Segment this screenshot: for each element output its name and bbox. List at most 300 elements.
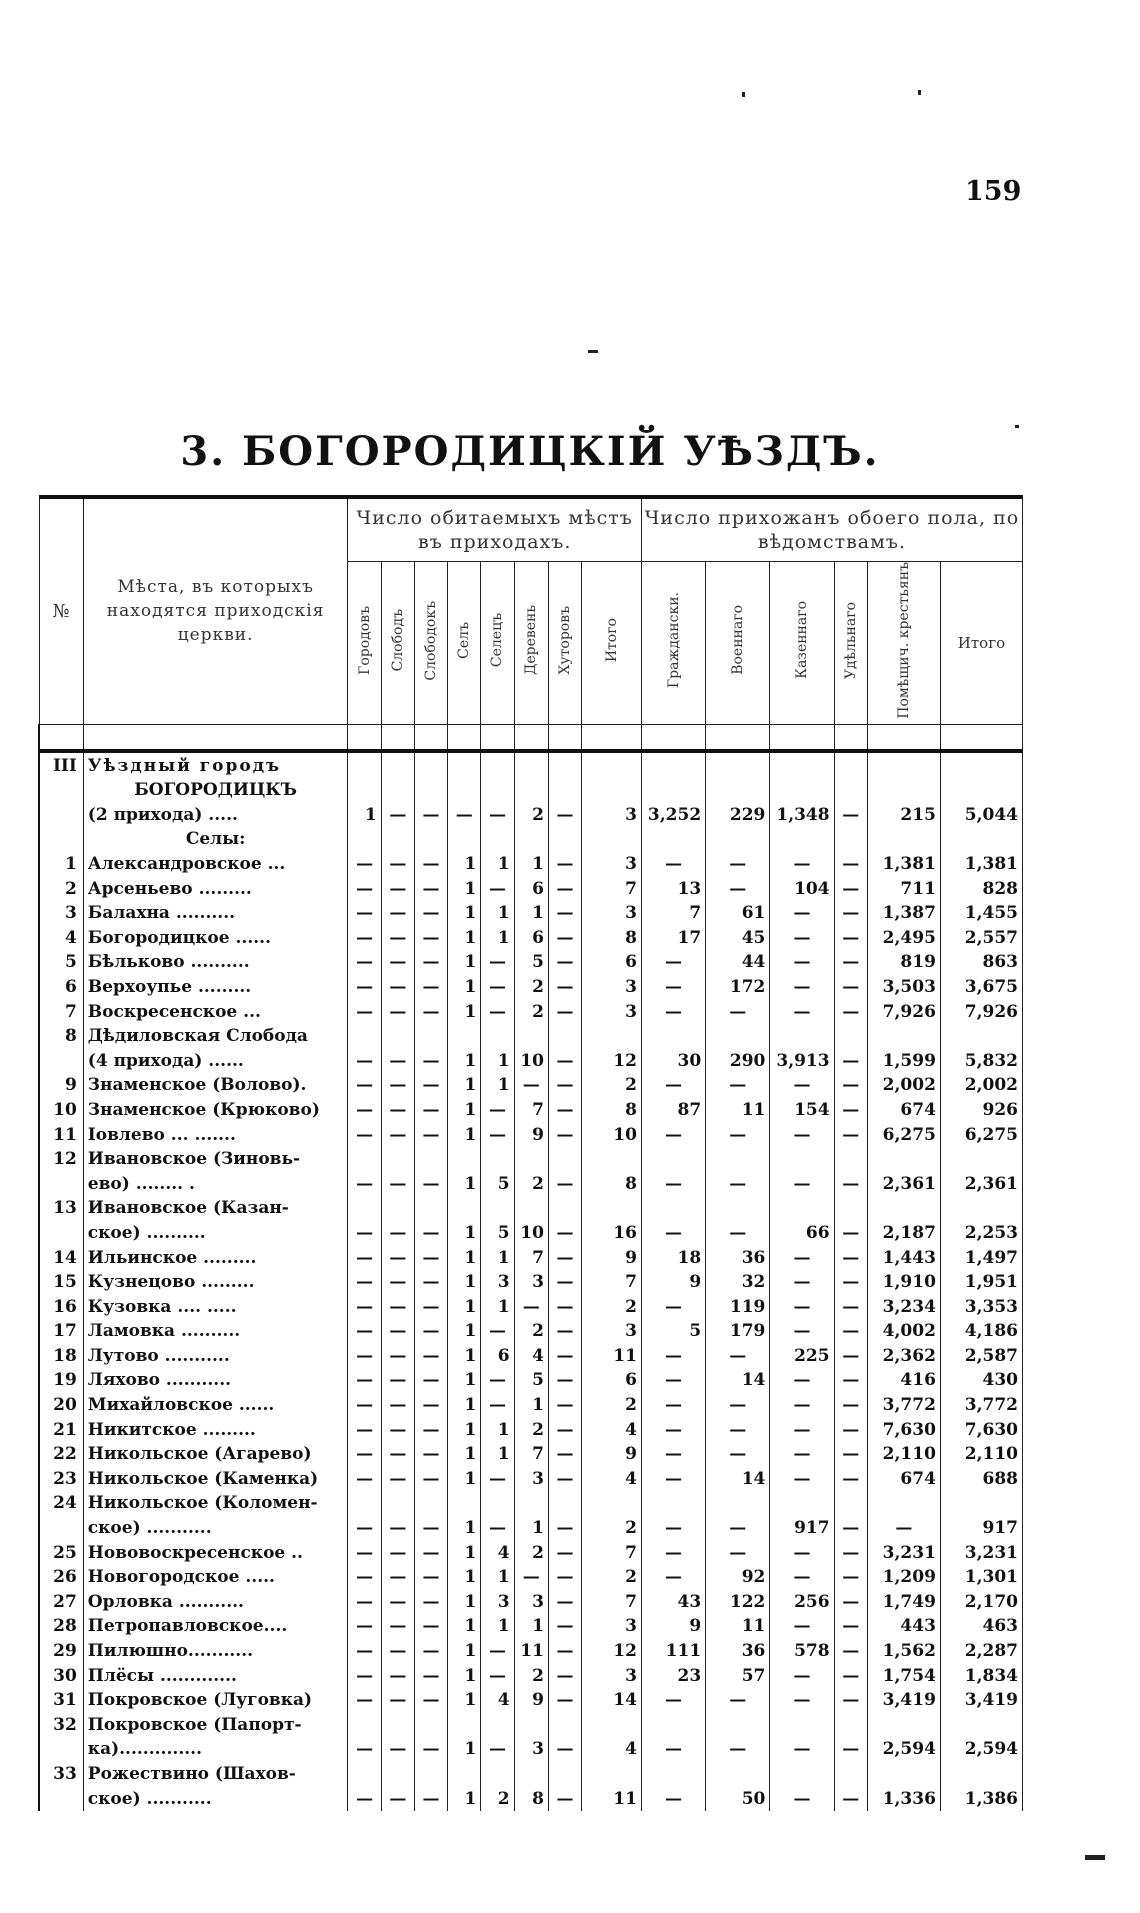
cell [940, 1147, 1022, 1172]
place-name: Балахна .......... [83, 901, 348, 926]
cell: — [381, 876, 414, 901]
cell: 2 [582, 1565, 642, 1590]
place-name: Ивановское (Зиновь- [83, 1147, 348, 1172]
cell: 10 [514, 1048, 548, 1073]
cell: — [770, 1368, 834, 1393]
cell [481, 1762, 514, 1787]
cell [582, 827, 642, 852]
cell: — [834, 1786, 867, 1811]
place-name: Іовлево ... ....... [83, 1122, 348, 1147]
cell: 1,455 [940, 901, 1022, 926]
cell: 225 [770, 1344, 834, 1369]
cell [381, 827, 414, 852]
cell: 92 [706, 1565, 770, 1590]
cell: — [481, 1098, 514, 1123]
cell: 1 [448, 1590, 481, 1615]
cell: — [348, 1368, 381, 1393]
row-number: 30 [39, 1663, 83, 1688]
cell [867, 751, 940, 778]
cell: — [548, 1737, 581, 1762]
cell: — [481, 1663, 514, 1688]
cell: — [381, 975, 414, 1000]
cell: — [641, 975, 705, 1000]
cell: 3 [582, 852, 642, 877]
cell: — [414, 1516, 447, 1541]
cell: — [348, 1319, 381, 1344]
cell: — [834, 1516, 867, 1541]
table-row [39, 1368, 1023, 1393]
cell: — [381, 1417, 414, 1442]
cell: — [706, 1688, 770, 1713]
cell: — [548, 1688, 581, 1713]
place-name: Ивановское (Казан- [83, 1196, 348, 1221]
cell: — [414, 1098, 447, 1123]
cell: — [548, 1171, 581, 1196]
cell: — [641, 1122, 705, 1147]
cell: — [381, 1737, 414, 1762]
cell: — [706, 1073, 770, 1098]
cell: — [706, 876, 770, 901]
cell [348, 827, 381, 852]
cell: 1,209 [867, 1565, 940, 1590]
table-row [39, 1048, 1023, 1073]
cell: — [548, 1590, 581, 1615]
cell: — [834, 1098, 867, 1123]
cell [940, 751, 1022, 778]
cell: 11 [582, 1786, 642, 1811]
cell: 3 [481, 1270, 514, 1295]
cell [834, 827, 867, 852]
cell: 1 [481, 852, 514, 877]
cell: 2 [514, 1171, 548, 1196]
cell: — [414, 926, 447, 951]
cell [548, 1762, 581, 1787]
cell: — [834, 876, 867, 901]
header-col-8 [641, 562, 705, 725]
cell: — [348, 1122, 381, 1147]
cell: 2,187 [867, 1221, 940, 1246]
cell: — [641, 999, 705, 1024]
cell: — [414, 1122, 447, 1147]
row-number: 23 [39, 1467, 83, 1492]
cell: 7,926 [940, 999, 1022, 1024]
cell [706, 1024, 770, 1049]
place-name: Лутово ........... [83, 1344, 348, 1369]
cell: 1 [514, 1516, 548, 1541]
table-row [39, 975, 1023, 1000]
row-number: 10 [39, 1098, 83, 1123]
cell: 18 [641, 1245, 705, 1270]
cell: — [770, 1319, 834, 1344]
cell: — [834, 1319, 867, 1344]
cell: 4 [582, 1467, 642, 1492]
place-name: Никитское ......... [83, 1417, 348, 1442]
cell [414, 1762, 447, 1787]
cell: 1 [514, 1614, 548, 1639]
place-name: Кузовка .... ..... [83, 1294, 348, 1319]
cell: — [414, 1540, 447, 1565]
cell: 1,387 [867, 901, 940, 926]
cell: 290 [706, 1048, 770, 1073]
header-col-label: Казеннаго [793, 601, 810, 680]
cell: 1,951 [940, 1270, 1022, 1295]
cell: — [481, 803, 514, 828]
cell: — [414, 1590, 447, 1615]
place-name: Дѣдиловская Слобода [83, 1024, 348, 1049]
cell [481, 1196, 514, 1221]
header-col-label: Военнаго [729, 605, 746, 676]
cell: — [548, 926, 581, 951]
cell: — [348, 1417, 381, 1442]
cell: 7 [514, 1245, 548, 1270]
cell: 416 [867, 1368, 940, 1393]
cell: 7,630 [867, 1417, 940, 1442]
cell: — [348, 852, 381, 877]
place-name: Ламовка .......... [83, 1319, 348, 1344]
table-row [39, 1516, 1023, 1541]
cell [414, 827, 447, 852]
cell [770, 1713, 834, 1738]
cell: — [770, 1171, 834, 1196]
table-row [39, 1540, 1023, 1565]
cell: — [381, 1663, 414, 1688]
cell: — [414, 1786, 447, 1811]
header-col-label: Граждански. [665, 592, 682, 689]
cell: — [706, 1171, 770, 1196]
cell: 1 [448, 1393, 481, 1418]
cell: 1 [448, 1663, 481, 1688]
cell: 2,361 [867, 1171, 940, 1196]
place-name: Новогородское ..... [83, 1565, 348, 1590]
cell: 463 [940, 1614, 1022, 1639]
cell [940, 1024, 1022, 1049]
cell: 1 [448, 975, 481, 1000]
cell [582, 1024, 642, 1049]
cell: 2 [514, 803, 548, 828]
cell [770, 751, 834, 778]
cell: — [834, 1073, 867, 1098]
cell [940, 827, 1022, 852]
row-number: 22 [39, 1442, 83, 1467]
cell: 2 [582, 1294, 642, 1319]
cell: 3 [514, 1467, 548, 1492]
table-row [39, 1713, 1023, 1738]
cell [706, 1147, 770, 1172]
cell: 1,386 [940, 1786, 1022, 1811]
cell [867, 1762, 940, 1787]
cell: 1,443 [867, 1245, 940, 1270]
cell [940, 1196, 1022, 1221]
cell [348, 1024, 381, 1049]
cell: — [548, 1270, 581, 1295]
table-row [39, 1590, 1023, 1615]
cell: — [834, 1639, 867, 1664]
cell [448, 1491, 481, 1516]
cell [348, 778, 381, 803]
table-row [39, 901, 1023, 926]
cell: — [381, 1098, 414, 1123]
cell: — [706, 1516, 770, 1541]
cell: — [414, 901, 447, 926]
cell: — [414, 803, 447, 828]
header-parishioners: Число прихожанъ обоего пола, по вѣдомствамъ. [641, 497, 1022, 562]
cell: 2 [514, 1540, 548, 1565]
cell: — [381, 999, 414, 1024]
cell: 1,301 [940, 1565, 1022, 1590]
cell: 1 [448, 1786, 481, 1811]
cell: 5 [514, 1368, 548, 1393]
table-row [39, 1319, 1023, 1344]
cell: — [348, 1270, 381, 1295]
cell: — [348, 1221, 381, 1246]
cell: 61 [706, 901, 770, 926]
cell [706, 778, 770, 803]
cell: — [641, 1540, 705, 1565]
cell [641, 751, 705, 778]
place-name: Пилюшно........... [83, 1639, 348, 1664]
cell: — [706, 999, 770, 1024]
header-col-label: Слободокъ [423, 600, 440, 681]
cell [548, 1024, 581, 1049]
cell [514, 1024, 548, 1049]
cell [641, 1491, 705, 1516]
cell: — [770, 1786, 834, 1811]
cell [481, 1147, 514, 1172]
cell: — [448, 803, 481, 828]
cell: — [381, 852, 414, 877]
cell: — [514, 1073, 548, 1098]
cell [448, 751, 481, 778]
cell: — [414, 876, 447, 901]
cell: 7,630 [940, 1417, 1022, 1442]
cell: — [348, 1516, 381, 1541]
cell: 1 [448, 1442, 481, 1467]
cell: — [834, 1590, 867, 1615]
cell [414, 1491, 447, 1516]
header-col-label: Удѣльнаго [842, 601, 859, 679]
place-name: Бѣльково .......... [83, 950, 348, 975]
cell: 4 [514, 1344, 548, 1369]
cell: 3,231 [867, 1540, 940, 1565]
cell [940, 1491, 1022, 1516]
cell: — [381, 1270, 414, 1295]
header-col-4 [481, 562, 514, 725]
cell [414, 1713, 447, 1738]
table-row [39, 1417, 1023, 1442]
cell: — [706, 1442, 770, 1467]
cell: 32 [706, 1270, 770, 1295]
ink-speck [1085, 1855, 1105, 1860]
cell: — [706, 1122, 770, 1147]
cell: 8 [514, 1786, 548, 1811]
cell: — [381, 1245, 414, 1270]
cell: 179 [706, 1319, 770, 1344]
cell: 1 [448, 1467, 481, 1492]
cell [514, 1762, 548, 1787]
row-number [39, 1171, 83, 1196]
header-col-label: Городовъ [356, 605, 373, 675]
cell: — [706, 1737, 770, 1762]
cell: — [381, 1540, 414, 1565]
place-name: Никольское (Агарево) [83, 1442, 348, 1467]
cell: 3 [582, 803, 642, 828]
cell: — [834, 1122, 867, 1147]
cell: — [548, 852, 581, 877]
cell: 3,503 [867, 975, 940, 1000]
cell: 2 [582, 1393, 642, 1418]
cell: — [770, 1737, 834, 1762]
cell: 5,044 [940, 803, 1022, 828]
cell: 44 [706, 950, 770, 975]
cell: 1 [448, 1368, 481, 1393]
cell: 1 [481, 1245, 514, 1270]
cell: 2,557 [940, 926, 1022, 951]
cell [414, 778, 447, 803]
cell: — [770, 852, 834, 877]
cell: 2 [514, 1319, 548, 1344]
cell: 6 [582, 950, 642, 975]
cell: — [348, 1073, 381, 1098]
row-number: 25 [39, 1540, 83, 1565]
cell [770, 778, 834, 803]
table-row [39, 1393, 1023, 1418]
cell: 1,749 [867, 1590, 940, 1615]
table-row [39, 1294, 1023, 1319]
cell: 1 [448, 1565, 481, 1590]
cell: 11 [706, 1614, 770, 1639]
cell: 3 [582, 999, 642, 1024]
row-number: 1 [39, 852, 83, 877]
cell [514, 1196, 548, 1221]
cell: — [348, 999, 381, 1024]
cell: — [414, 950, 447, 975]
cell: 1,599 [867, 1048, 940, 1073]
header-col-label: Селъ [456, 621, 473, 659]
cell: 1 [448, 1245, 481, 1270]
cell [448, 778, 481, 803]
cell: — [641, 1688, 705, 1713]
cell: 1 [448, 1319, 481, 1344]
cell: — [348, 1565, 381, 1590]
cell [641, 1762, 705, 1787]
cell [867, 1196, 940, 1221]
cell [481, 1491, 514, 1516]
cell [641, 1147, 705, 1172]
cell: 1 [481, 1442, 514, 1467]
cell: 2,110 [940, 1442, 1022, 1467]
cell: — [834, 950, 867, 975]
table-row [39, 852, 1023, 877]
cell: — [381, 1639, 414, 1664]
place-name: Знаменское (Крюково) [83, 1098, 348, 1123]
cell: — [548, 876, 581, 901]
cell: 1 [448, 1688, 481, 1713]
header-col-11 [834, 562, 867, 725]
cell [867, 1491, 940, 1516]
cell: 688 [940, 1467, 1022, 1492]
cell: — [834, 1270, 867, 1295]
cell: — [548, 1663, 581, 1688]
cell: 1,754 [867, 1663, 940, 1688]
cell: — [834, 1565, 867, 1590]
cell: — [641, 1417, 705, 1442]
cell: — [641, 1786, 705, 1811]
cell [582, 1713, 642, 1738]
cell: — [548, 1639, 581, 1664]
cell: 2,110 [867, 1442, 940, 1467]
cell [706, 1762, 770, 1787]
cell: 14 [706, 1368, 770, 1393]
cell: 1 [448, 1098, 481, 1123]
cell [348, 1762, 381, 1787]
header-col-label: Селецъ [489, 613, 506, 668]
cell [940, 1713, 1022, 1738]
cell: 3,234 [867, 1294, 940, 1319]
cell: 2,002 [940, 1073, 1022, 1098]
cell: — [414, 1171, 447, 1196]
row-number: 6 [39, 975, 83, 1000]
cell: 229 [706, 803, 770, 828]
row-number: 17 [39, 1319, 83, 1344]
table-row [39, 1786, 1023, 1811]
cell: — [481, 1737, 514, 1762]
cell: — [381, 1344, 414, 1369]
cell: 2 [514, 1663, 548, 1688]
cell: — [834, 975, 867, 1000]
header-col-13 [940, 562, 1022, 725]
cell: 57 [706, 1663, 770, 1688]
cell [481, 778, 514, 803]
table-row [39, 1762, 1023, 1787]
cell [414, 1196, 447, 1221]
cell: 5,832 [940, 1048, 1022, 1073]
cell [348, 1491, 381, 1516]
cell: 3 [582, 901, 642, 926]
row-number: 24 [39, 1491, 83, 1516]
cell [448, 1762, 481, 1787]
cell: — [348, 1442, 381, 1467]
cell: 2,170 [940, 1590, 1022, 1615]
cell [641, 778, 705, 803]
cell: 3,419 [940, 1688, 1022, 1713]
cell: 2,495 [867, 926, 940, 951]
cell: — [348, 1467, 381, 1492]
cell [867, 1713, 940, 1738]
cell: 1 [448, 1417, 481, 1442]
cell: — [481, 1516, 514, 1541]
cell: 1 [448, 1737, 481, 1762]
place-name: Уѣздный городъ [83, 751, 348, 778]
cell: 2 [514, 1417, 548, 1442]
cell: — [548, 1614, 581, 1639]
header-col-7 [582, 562, 642, 725]
cell: 4 [481, 1540, 514, 1565]
cell [770, 827, 834, 852]
cell [706, 751, 770, 778]
cell: — [348, 1590, 381, 1615]
cell: — [348, 1614, 381, 1639]
cell: — [348, 1344, 381, 1369]
cell: 13 [641, 876, 705, 901]
cell: — [381, 1688, 414, 1713]
place-name: Воскресенское ... [83, 999, 348, 1024]
cell: — [770, 1073, 834, 1098]
cell: 9 [514, 1122, 548, 1147]
cell: — [481, 1393, 514, 1418]
place-name: Арсеньево ......... [83, 876, 348, 901]
cell: — [348, 1688, 381, 1713]
cell [514, 778, 548, 803]
